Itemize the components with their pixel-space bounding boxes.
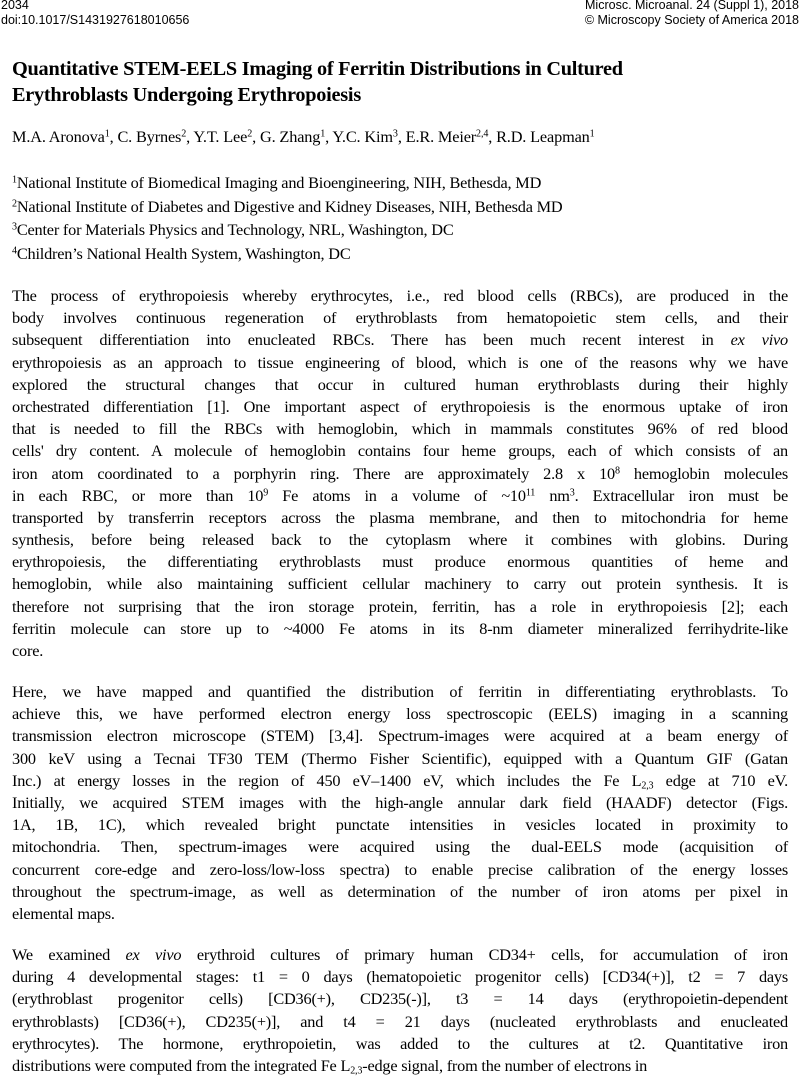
text-line: orchestrated differentiation [1]. One important aspect of erythropoiesis is the enormous uptake of iron — [12, 396, 788, 416]
title-line: Erythroblasts Undergoing Erythropoiesis — [12, 84, 361, 106]
text-line: The process of erythropoiesis whereby erythrocytes, i.e., red blood cells (RBCs), are produced in the — [12, 286, 788, 305]
text-line: therefore not surprising that the iron storage protein, ferritin, has a role in erythropoiesis [2]; each — [12, 596, 788, 616]
text-line: (erythroblast progenitor cells) [CD36(+), CD235(-)], t3 = 14 days (erythropoietin-dependent — [12, 989, 788, 1009]
text-line: cells' dry content. A molecule of hemoglobin contains four heme groups, each of which consists of an — [12, 441, 788, 461]
superscript: 9 — [263, 487, 269, 499]
running-header — [0, 0, 800, 34]
text-line: Here, we have mapped and quantified the distribution of ferritin in differentiating erythroblasts. To — [12, 682, 788, 701]
text-line: erythroblasts) [CD36(+), CD235(+)], and t4 = 21 days (nucleated erythroblasts and enucleated — [12, 1011, 788, 1031]
text-line: hemoglobin, while also maintaining sufficient cellular machinery to carry out protein synthesis. It is — [12, 574, 788, 594]
text-line: that is needed to fill the RBCs with hemoglobin, which in mammals constitutes 96% of red blood — [12, 419, 788, 439]
text-line: erythropoiesis as an approach to tissue engineering of blood, which is one of the reasons why we have — [12, 352, 788, 372]
superscript: 3 — [569, 487, 575, 499]
author-name: E.R. Meier — [405, 127, 477, 146]
author-list: M.A. Aronova$^1$, C. Byrnes$^2$, Y.T. Lee$^2$, G. Zhang$^1$, Y.C. Kim$^3$, E.R. Meier$^{2,4}$, R.D. Leapman$^1$ — [12, 127, 595, 146]
doi: doi:10.1017/S1431927618010656 — [1, 13, 190, 27]
text-line: We examined ex vivo erythroid cultures of primary human CD34+ cells, for accumulation of iron — [12, 945, 788, 964]
text-line: erythropoiesis, the differentiating erythroblasts must produce enormous quantities of heme and — [12, 552, 788, 572]
affiliation — [12, 218, 792, 242]
body-paragraph-3 — [12, 944, 788, 1077]
affiliation-text: National Institute of Biomedical Imaging and Bioengineering, NIH, Bethesda, MD — [16, 173, 542, 192]
author-name: Y.T. Lee — [193, 127, 248, 146]
author-name: M.A. Aronova — [12, 127, 105, 146]
affiliation-text: National Institute of Diabetes and Digestive and Kidney Diseases, NIH, Bethesda MD — [16, 196, 563, 216]
affiliation-text: Children’s National Health System, Washington, DC — [16, 243, 351, 263]
affiliation — [12, 171, 792, 195]
body-paragraph-1 — [12, 285, 788, 662]
affiliation-text: Center for Materials Physics and Technology, NRL, Washington, DC — [16, 220, 454, 239]
affiliation-number: 1 — [12, 174, 17, 186]
text-line: in each RBC, or more than $10^9$ Fe atoms in a volume of $\sim 10^{11}$ $nm^3$. Extracellular iron must be — [12, 485, 788, 505]
text-line: body involves continuous regeneration of erythroblasts from hematopoietic stem cells, and their — [12, 308, 788, 328]
author — [260, 127, 325, 146]
text-line: during 4 developmental stages: t1 = 0 days (hematopoietic progenitor cells) [CD34(+)], t2 = 7 days — [12, 967, 788, 987]
body-paragraph-2 — [12, 681, 788, 925]
author — [117, 127, 186, 146]
affiliation — [12, 242, 792, 266]
superscript: 8 — [614, 464, 620, 476]
journal-citation: Microsc. Microanal. 24 (Suppl 1), 2018 — [585, 0, 799, 12]
text-line: distributions were computed from the integrated Fe $L_{2,3}$-edge signal, from the number of electrons in — [12, 1055, 648, 1077]
affiliation-marker: 2 — [247, 128, 253, 140]
text-line: erythrocytes). The hormone, erythropoietin, was added to the cultures at t2. Quantitative iron — [12, 1033, 788, 1053]
author — [193, 127, 252, 146]
affiliation-number: 3 — [12, 221, 17, 233]
copyright-notice: © Microscopy Society of America 2018 — [584, 13, 799, 27]
italic-term: ex vivo — [730, 330, 788, 350]
author — [332, 127, 397, 146]
affiliation-number: 4 — [12, 244, 17, 256]
text-line: 300 keV using a Tecnai TF30 TEM (Thermo Fisher Scientific), equipped with a Quantum GIF (Gatan — [12, 748, 788, 768]
affiliation-marker: 1 — [320, 128, 326, 140]
text-line: core. — [12, 641, 44, 660]
text-line: transmission electron microscope (STEM) [3,4]. Spectrum-images were acquired at a beam energy of — [12, 726, 788, 746]
text-line: ferritin molecule can store up to ~4000 Fe atoms in its 8-nm diameter mineralized ferrihydrite-like — [12, 618, 788, 638]
author-name: C. Byrnes — [117, 127, 182, 146]
superscript: 11 — [525, 487, 536, 499]
text-line: achieve this, we have performed electron energy loss spectroscopic (EELS) imaging in a scanning — [12, 704, 788, 724]
text-line: mitochondria. Then, spectrum-images were acquired using the dual-EELS mode (acquisition of — [12, 837, 788, 857]
affiliation-marker: 1 — [589, 128, 595, 140]
italic-term: ex vivo — [125, 945, 182, 964]
text-line: Initially, we acquired STEM images with the high-angle annular dark field (HAADF) detector (Figs. — [12, 792, 788, 812]
subscript: 2,3 — [350, 1065, 363, 1077]
header-right — [585, 0, 799, 28]
author-name: Y.C. Kim — [332, 127, 393, 146]
text-line: concurrent core-edge and zero-loss/low-loss spectra) to enable precise calibration of the energy losses — [12, 859, 788, 879]
paper-title — [12, 56, 792, 108]
text-line: 1A, 1B, 1C), which revealed bright punctate intensities in vesicles located in proximity to — [12, 815, 788, 835]
author — [406, 127, 489, 146]
author-name: G. Zhang — [259, 127, 321, 146]
page-number: 2034 — [1, 0, 29, 12]
affiliation-marker: 2,4 — [476, 128, 489, 140]
text-line: subsequent differentiation into enucleated RBCs. There has been much recent interest in ex vivo — [12, 330, 788, 350]
text-line: Inc.) at energy losses in the region of 450 eV–1400 eV, which includes the Fe $L_{2,3}$ edge at 710 eV. — [12, 770, 788, 792]
text-line: iron atom coordinated to a porphyrin ring. There are approximately 2.8 x $10^8$ hemoglobin molecules — [12, 463, 788, 483]
affiliation-marker: 1 — [104, 128, 110, 140]
author-name: R.D. Leapman — [496, 127, 590, 146]
affiliation — [12, 195, 792, 219]
text-line: synthesis, before being released back to the cytoplasm where it combines with globins. During — [12, 530, 788, 550]
text-line: explored the structural changes that occur in cultured human erythroblasts during their highly — [12, 374, 788, 394]
author — [496, 127, 595, 146]
header-left — [1, 0, 189, 28]
author — [12, 127, 110, 146]
affiliation-marker: 3 — [392, 128, 398, 140]
text-line: transported by transferrin receptors across the plasma membrane, and then to mitochondria for heme — [12, 507, 788, 527]
affiliation-number: 2 — [12, 197, 17, 209]
affiliation-marker: 2 — [181, 128, 187, 140]
text-line: throughout the spectrum-image, as well as determination of the number of iron atoms per pixel in — [12, 881, 788, 901]
title-line: Quantitative STEM-EELS Imaging of Ferritin Distributions in Cultured — [12, 58, 623, 80]
affiliation-list — [12, 171, 792, 265]
subscript: 2,3 — [641, 780, 654, 792]
text-line: elemental maps. — [12, 903, 115, 923]
